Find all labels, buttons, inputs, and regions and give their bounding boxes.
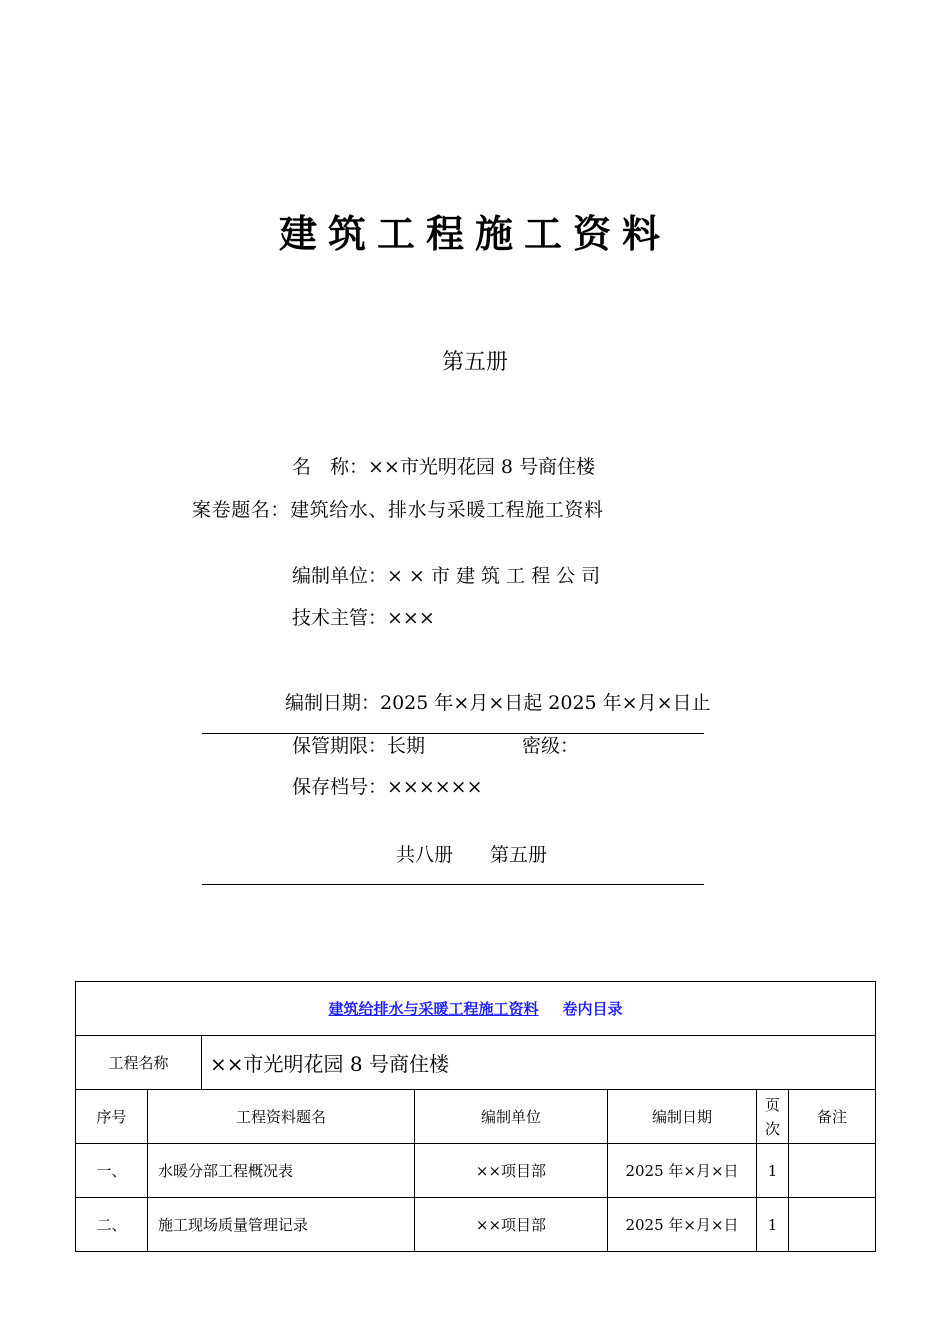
row-date: 2025 年×月×日 (608, 1144, 757, 1198)
case-title-line: 案卷题名：建筑给水、排水与采暖工程施工资料 (192, 499, 604, 521)
project-name-label: 工程名称 (76, 1036, 202, 1090)
tech-director-line: 技术主管：××× (292, 607, 435, 629)
top-divider (202, 733, 704, 734)
row-pages: 1 (757, 1144, 789, 1198)
row-unit: ××项目部 (415, 1144, 608, 1198)
contents-table (75, 981, 876, 1252)
secret-level-line: 密级： (522, 735, 580, 757)
header-index: 序号 (76, 1090, 148, 1144)
current-volume: 第五册 (490, 844, 548, 866)
row-index: 一、 (76, 1144, 148, 1198)
contents-title-link[interactable]: 建筑给排水与采暖工程施工资料 (328, 1000, 539, 1018)
archive-number-line: 保存档号：×××××× (292, 776, 483, 798)
header-title: 工程资料题名 (148, 1090, 415, 1144)
header-pages-text: 页次 (765, 1095, 781, 1138)
table-row (76, 1144, 876, 1198)
document-title: 建筑工程施工资料 (278, 212, 671, 256)
row-remark (789, 1198, 876, 1252)
project-name-line: 名 称：××市光明花园 8 号商住楼 (292, 456, 596, 478)
project-name-value: ××市光明花园 8 号商住楼 (202, 1036, 876, 1090)
row-date: 2025 年×月×日 (608, 1198, 757, 1252)
row-index: 二、 (76, 1198, 148, 1252)
total-volumes: 共八册 (396, 844, 454, 866)
table-row (76, 1198, 876, 1252)
header-pages (757, 1090, 789, 1144)
contents-title (76, 982, 876, 1036)
row-remark (789, 1144, 876, 1198)
volume-number: 第五册 (441, 350, 508, 375)
row-title: 水暖分部工程概况表 (148, 1144, 415, 1198)
custody-period-line: 保管期限：长期 (292, 735, 426, 757)
row-pages: 1 (757, 1198, 789, 1252)
contents-title-suffix: 卷内目录 (562, 1000, 623, 1018)
header-remark: 备注 (789, 1090, 876, 1144)
compile-unit-line: 编制单位：× × 市 建 筑 工 程 公 司 (292, 565, 601, 587)
bottom-divider (202, 884, 704, 885)
row-title: 施工现场质量管理记录 (148, 1198, 415, 1252)
table-header-row (76, 1090, 876, 1144)
compile-date-line: 编制日期：2025 年×月×日起 2025 年×月×日止 (285, 692, 711, 714)
header-unit: 编制单位 (415, 1090, 608, 1144)
row-unit: ××项目部 (415, 1198, 608, 1252)
header-date: 编制日期 (608, 1090, 757, 1144)
